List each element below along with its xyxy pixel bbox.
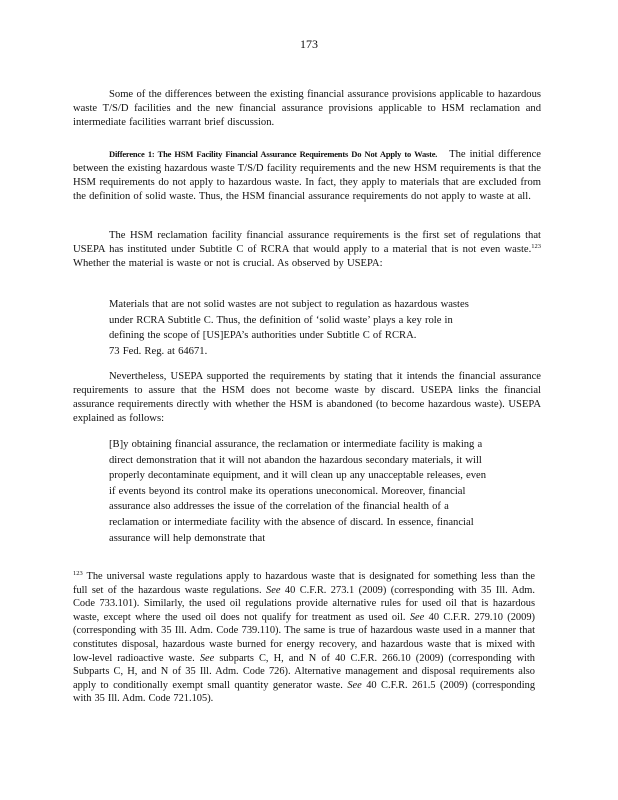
footnote-text-2: 40 C.F.R. 273.1 (2009) (corresponding with 35 Ill. Adm. Code 733.101). Similarly, the used oil regulations provide alternative rules for used oil that is hazardous waste, except where the used oil does not qualify for treatment as used oil. — [73, 584, 535, 623]
block-quote-1-text: Materials that are not solid wastes are not subject to regulation as hazardous wastes under RCRA Subtitle C. Thus, the definition of ‘solid waste’ plays a key role in defining the scope of [US]EPA’s authorities under Subtitle C of RCRA. — [109, 299, 469, 342]
block-quote-2-text: [B]y obtaining financial assurance, the reclamation or intermediate facility is making a direct demonstration that it will not abandon the hazardous secondary materials, it will properly decontaminate equipment, and it will clean up any unacceptable releases, even if events beyond its control make its operations uneconomical. Moreover, financial assurance also addresses the issue of the correlation of the financial health of a reclamation or intermediate facility with the absence of discard. In essence, financial assurance will help demonstrate that — [109, 439, 487, 544]
paragraph-intro — [73, 88, 541, 130]
paragraph-intro-text: Some of the differences between the existing financial assurance provisions applicable to hazardous waste T/S/D facilities and the new financial assurance provisions applicable to HSM reclamation and intermediate facilities warrant brief discussion. — [73, 89, 541, 128]
difference-1-body: The initial difference between the existing hazardous waste T/S/D facility requirements and the new HSM requirements is that the HSM requirements do not apply to hazardous waste. In fact, they apply to materials that are excluded from the definition of solid waste. Thus, the HSM financial assurance requirements do not apply to waste at all. — [73, 149, 541, 202]
reclamation-text-after: Whether the material is waste or not is crucial. As observed by USEPA: — [73, 258, 383, 269]
footnote-signal-see-3: See — [199, 652, 215, 664]
footnote-text-4: subparts C, H, and N of 40 C.F.R. 266.10 (2009) (corresponding with Subparts C, H, and N of 35 Ill. Adm. Code 726). Alternative management and disposal requirements also apply to conditionally exempt small quantity generator waste. — [73, 652, 535, 691]
footnote-divider — [73, 564, 213, 565]
footnote-signal-see-2: See — [409, 611, 425, 623]
reclamation-text-before: The HSM reclamation facility financial assurance requirements is the first set of regulations that USEPA has instituted under Subtitle C of RCRA that would apply to a material that is not even waste. — [73, 230, 541, 255]
paragraph-difference-1-text — [73, 147, 541, 204]
paragraph-reclamation-text — [73, 229, 541, 271]
block-quote-2 — [109, 437, 489, 546]
block-quote-1-citation: 73 Fed. Reg. at 64671. — [109, 345, 208, 357]
footnote-marker: 123 — [73, 570, 83, 577]
paragraph-nevertheless-text: Nevertheless, USEPA supported the requirements by stating that it intends the financial assurance requirements to assure that the HSM does not become waste by discard. USEPA links the financial assurance requirements directly with whether the HSM is abandoned (to become hazardous waste). USEPA explained as follows: — [73, 371, 541, 424]
paragraph-reclamation — [73, 229, 541, 271]
footnote-text-5: 40 C.F.R. 261.5 (2009) (corresponding with 35 Ill. Adm. Code 721.105). — [73, 679, 536, 705]
footnote-text-1: The universal waste regulations apply to hazardous waste that is designated for something less than the full set of the hazardous waste regulations. — [73, 571, 535, 596]
block-quote-1 — [109, 297, 489, 359]
paragraph-difference-1 — [73, 147, 541, 204]
footnote-signal-see-4: See — [347, 679, 362, 691]
footnote-text-3: 40 C.F.R. 279.10 (2009) (corresponding with 35 Ill. Adm. Code 739.110). The same is true of hazardous waste used in a manner that constitutes disposal, hazardous waste burned for energy recovery, and hazardous waste that is mixed with low-level radioactive waste. — [73, 611, 535, 664]
footnote-reference[interactable]: 123 — [531, 243, 541, 250]
footnote-signal-see-1: See — [266, 584, 281, 596]
page-number: 173 — [300, 37, 318, 51]
footnote-123 — [73, 570, 535, 706]
paragraph-nevertheless — [73, 370, 541, 426]
difference-1-heading: Difference 1: The HSM Facility Financial Assurance Requirements Do Not Apply to Waste. — [109, 149, 438, 159]
